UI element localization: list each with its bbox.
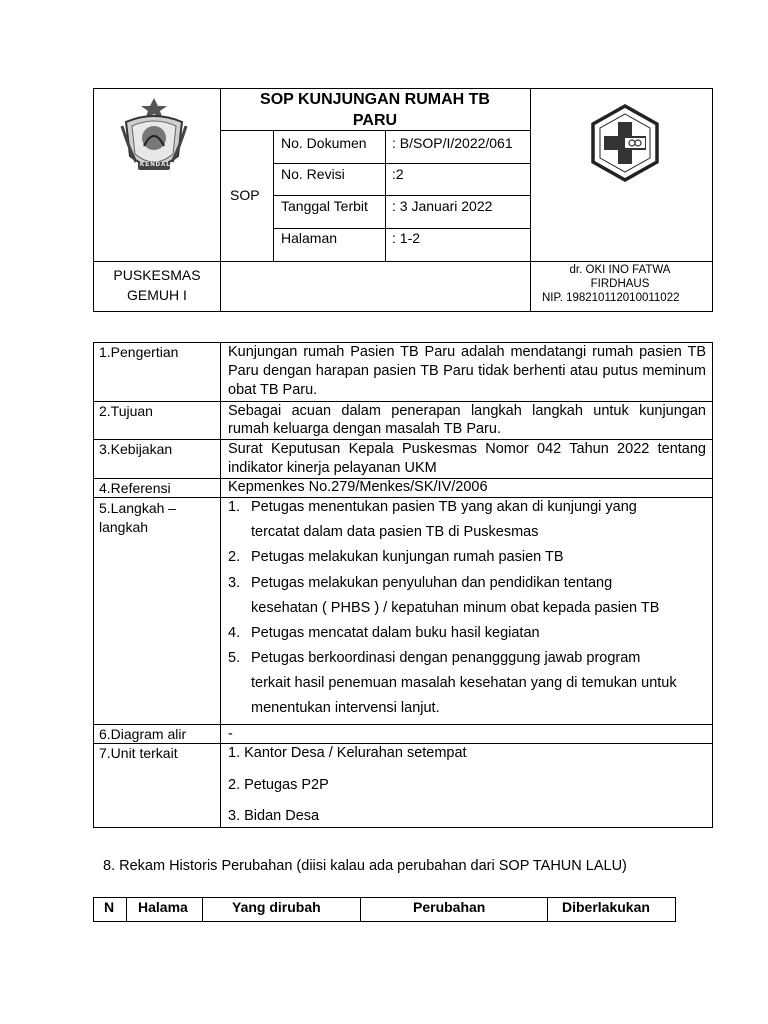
- step-5-num: 5.: [228, 650, 241, 666]
- row-text-pengertian: Kunjungan rumah Pasien TB Paru adalah mendatangi rumah pasien TB Paru dengan harapan pasien TB Paru tidak berhenti atau putus meminum obat TB Paru.: [228, 344, 706, 398]
- step-3-line-2: kesehatan ( PHBS ) / kepatuhan minum obat kepada pasien TB: [251, 600, 660, 616]
- unit-item-3: 3. Bidan Desa: [228, 808, 320, 824]
- unit-item-2: 2. Petugas P2P: [228, 777, 329, 793]
- step-3-num: 3.: [228, 575, 241, 591]
- field-label-no-revisi: No. Revisi: [281, 166, 345, 182]
- history-col-yang-dirubah: Yang dirubah: [232, 899, 321, 915]
- field-value-halaman: : 1-2: [392, 230, 421, 246]
- row-label-unit: 7.Unit terkait: [99, 745, 178, 761]
- step-4-line-1: Petugas mencatat dalam buku hasil kegiatan: [251, 625, 540, 641]
- kendal-emblem-icon: [118, 96, 190, 180]
- step-3-line-1: Petugas melakukan penyuluhan dan pendidikan tentang: [251, 575, 613, 591]
- document-title: SOP KUNJUNGAN RUMAH TB PARU: [260, 91, 490, 129]
- field-label-halaman: Halaman: [281, 230, 338, 246]
- row-label-pengertian: 1.Pengertian: [99, 344, 179, 360]
- row-text-kebijakan: Surat Keputusan Kepala Puskesmas Nomor 042 Tahun 2022 tentang indikator kinerja pelayanan UKM: [228, 441, 706, 476]
- step-1-line-1: Petugas menentukan pasien TB yang akan di kunjungi yang: [251, 499, 637, 515]
- step-5-line-1: Petugas berkoordinasi dengan penangggung jawab program: [251, 650, 641, 666]
- signatory-nip: NIP. 198210112010011022: [542, 292, 680, 304]
- field-value-no-dokumen: : B/SOP/I/2022/061: [392, 135, 513, 151]
- step-2-num: 2.: [228, 549, 241, 565]
- row-text-diagram: -: [228, 726, 233, 742]
- row-label-diagram: 6.Diagram alir: [99, 726, 187, 742]
- unit-item-1: 1. Kantor Desa / Kelurahan setempat: [228, 745, 467, 761]
- history-col-halaman: Halama: [138, 899, 188, 915]
- left-logo-text: KENDAL: [140, 162, 171, 168]
- field-label-no-dokumen: No. Dokumen: [281, 135, 367, 151]
- sop-label: SOP: [230, 187, 260, 203]
- row-label-kebijakan: 3.Kebijakan: [99, 441, 173, 457]
- history-heading: 8. Rekam Historis Perubahan (diisi kalau ada perubahan dari SOP TAHUN LALU): [103, 858, 627, 874]
- row-text-tujuan: Sebagai acuan dalam penerapan langkah langkah untuk kunjungan rumah keluarga dengan masalah TB Paru.: [228, 403, 706, 437]
- step-5-line-3: menentukan intervensi lanjut.: [251, 700, 440, 716]
- step-1-line-2: tercatat dalam data pasien TB di Puskesmas: [251, 524, 539, 540]
- history-col-diberlakukan: Diberlakukan: [562, 899, 650, 915]
- history-col-n: N: [104, 899, 115, 915]
- signatory-name: dr. OKI INO FATWA FIRDHAUS: [569, 264, 671, 290]
- puskesmas-name: PUSKESMAS GEMUH I: [113, 267, 201, 303]
- row-text-referensi: Kepmenkes No.279/Menkes/SK/IV/2006: [228, 479, 488, 495]
- row-label-referensi: 4.Referensi: [99, 480, 171, 496]
- step-4-num: 4.: [228, 625, 241, 641]
- field-value-no-revisi: :2: [392, 166, 404, 182]
- field-value-tanggal-terbit: : 3 Januari 2022: [392, 198, 493, 214]
- history-col-perubahan: Perubahan: [413, 899, 486, 915]
- field-label-tanggal-terbit: Tanggal Terbit: [281, 198, 368, 214]
- puskesmas-cross-icon: [585, 100, 665, 186]
- step-5-line-2: terkait hasil penemuan masalah kesehatan yang di temukan untuk: [251, 675, 677, 691]
- step-2-line-1: Petugas melakukan kunjungan rumah pasien TB: [251, 549, 564, 565]
- row-label-tujuan: 2.Tujuan: [99, 403, 153, 419]
- row-label-langkah: 5.Langkah – langkah: [99, 500, 177, 535]
- step-1-num: 1.: [228, 499, 241, 515]
